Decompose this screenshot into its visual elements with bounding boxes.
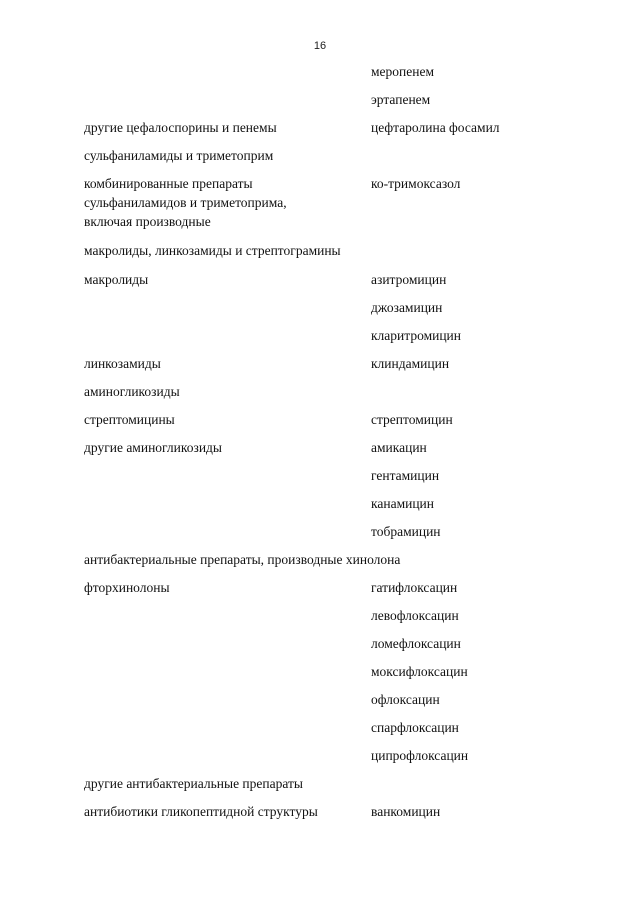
drug-category: другие антибактериальные препараты <box>84 776 303 791</box>
drug-name: цефтаролина фосамил <box>371 120 500 135</box>
drug-group: стрептомицины <box>84 412 175 427</box>
drug-name: ко-тримоксазол <box>371 176 461 191</box>
drug-group-line: сульфаниламидов и триметоприма, <box>84 195 287 210</box>
drug-name: офлоксацин <box>371 692 440 707</box>
drug-group: линкозамиды <box>84 356 161 371</box>
drug-group: макролиды <box>84 272 149 287</box>
drug-name: ципрофлоксацин <box>371 748 469 763</box>
drug-category: сульфаниламиды и триметоприм <box>84 148 274 163</box>
drug-name: ванкомицин <box>371 804 441 819</box>
drug-name: амикацин <box>371 440 427 455</box>
drug-category: аминогликозиды <box>84 384 180 399</box>
drug-group: антибиотики гликопептидной структуры <box>84 804 318 819</box>
drug-group-line: включая производные <box>84 214 211 229</box>
drug-name: гатифлоксацин <box>371 580 458 595</box>
drug-name: спарфлоксацин <box>371 720 459 735</box>
drug-group: другие аминогликозиды <box>84 440 222 455</box>
drug-name: левофлоксацин <box>371 608 459 623</box>
drug-name: кларитромицин <box>371 328 462 343</box>
drug-name: клиндамицин <box>371 356 450 371</box>
drug-name: джозамицин <box>371 300 443 315</box>
drug-group: другие цефалоспорины и пенемы <box>84 120 277 135</box>
drug-category: макролиды, линкозамиды и стрептограмины <box>84 243 341 258</box>
drug-name: меропенем <box>371 64 435 79</box>
drug-group: фторхинолоны <box>84 580 170 595</box>
drug-name: азитромицин <box>371 272 447 287</box>
drug-name: канамицин <box>371 496 435 511</box>
drug-name: моксифлоксацин <box>371 664 468 679</box>
drug-name: эртапенем <box>371 92 431 107</box>
drug-group-line: комбинированные препараты <box>84 176 253 191</box>
page-number: 16 <box>313 40 327 52</box>
drug-category: антибактериальные препараты, производные хинолона <box>84 552 401 567</box>
drug-name: стрептомицин <box>371 412 453 427</box>
drug-name: гентамицин <box>371 468 440 483</box>
drug-name: ломефлоксацин <box>371 636 461 651</box>
drug-name: тобрамицин <box>371 524 441 539</box>
